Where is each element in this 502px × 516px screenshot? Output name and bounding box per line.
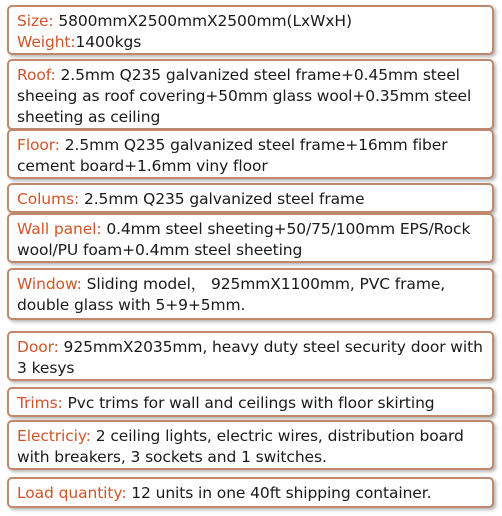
electriciy-line-1 <box>17 426 484 447</box>
weight-label: Weight: <box>17 33 76 51</box>
weight-value: 1400kgs <box>75 33 142 51</box>
floor-label: Floor: <box>17 136 60 154</box>
wall-panel-line-1 <box>17 219 484 240</box>
roof-label: Roof: <box>17 66 56 84</box>
window-value-1: Sliding model， 925mmX1100mm, PVC frame, <box>81 275 446 293</box>
window-label: Window: <box>17 275 82 293</box>
load-quantity-box <box>7 477 494 508</box>
load-quantity-value: 12 units in one 40ft shipping container. <box>126 484 432 502</box>
roof-line-1 <box>17 65 484 86</box>
trims-label: Trims: <box>17 394 63 412</box>
door-line-1 <box>17 337 484 358</box>
colums-box <box>7 183 494 213</box>
size-value: 5800mmX2500mmX2500mm(LxWxH) <box>53 12 352 30</box>
trims-value: Pvc trims for wall and ceilings with floor skirting <box>62 394 435 412</box>
window-box <box>7 268 494 320</box>
trims-box <box>7 387 494 417</box>
roof-value-2: sheeing as roof covering+50mm glass wool+0.35mm steel <box>17 87 472 105</box>
door-label: Door: <box>17 338 59 356</box>
electriciy-label: Electriciy: <box>17 427 91 445</box>
roof-value-3: sheeting as ceiling <box>17 108 161 126</box>
door-box <box>7 331 494 381</box>
electriciy-value-1: 2 ceiling lights, electric wires, distribution board <box>90 427 464 445</box>
colums-value: 2.5mm Q235 galvanized steel frame <box>79 190 365 208</box>
trims-line <box>17 393 484 414</box>
floor-value-1: 2.5mm Q235 galvanized steel frame+16mm fiber <box>59 136 448 154</box>
colums-label: Colums: <box>17 190 80 208</box>
electriciy-value-2: with breakers, 3 sockets and 1 switches. <box>17 448 327 466</box>
roof-value-1: 2.5mm Q235 galvanized steel frame+0.45mm steel <box>55 66 460 84</box>
window-value-2: double glass with 5+9+5mm. <box>17 296 246 314</box>
floor-box <box>7 129 494 179</box>
size-line <box>17 11 484 32</box>
load-quantity-label: Load quantity: <box>17 484 127 502</box>
door-value-2: 3 kesys <box>17 359 75 377</box>
size-label: Size: <box>17 12 54 30</box>
window-line-1 <box>17 274 484 295</box>
electriciy-box <box>7 420 494 470</box>
weight-line <box>17 32 484 53</box>
wall-panel-value-1: 0.4mm steel sheeting+50/75/100mm EPS/Rock <box>101 220 471 238</box>
wall-panel-value-2: wool/PU foam+0.4mm steel sheeting <box>17 241 303 259</box>
load-quantity-line <box>17 483 484 504</box>
floor-value-2: cement board+1.6mm viny floor <box>17 157 268 175</box>
size-weight-box <box>7 5 494 55</box>
roof-box <box>7 59 494 130</box>
door-value-1: 925mmX2035mm, heavy duty steel security door with <box>58 338 483 356</box>
wall-panel-box <box>7 213 494 263</box>
floor-line-1 <box>17 135 484 156</box>
wall-panel-label: Wall panel: <box>17 220 102 238</box>
colums-line <box>17 189 484 210</box>
